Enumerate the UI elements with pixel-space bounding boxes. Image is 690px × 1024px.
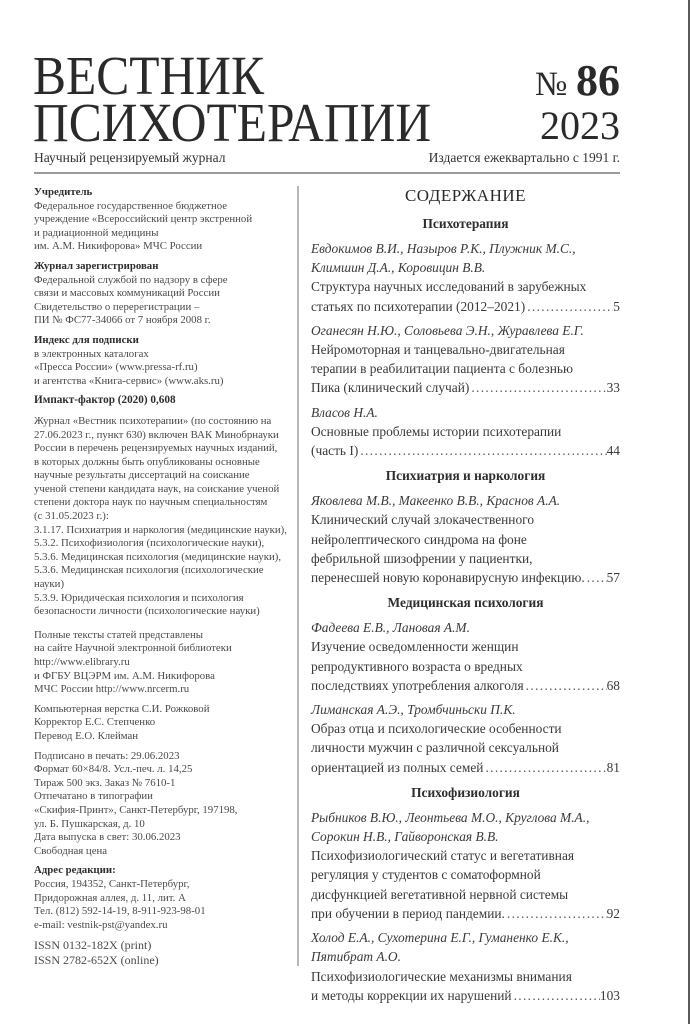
entry-title-line: ориентацией из полных семей bbox=[311, 759, 484, 775]
dot-leader bbox=[525, 297, 613, 316]
imprint-line: и радиационной медицины bbox=[34, 226, 159, 239]
entry-title-line: нейролептического синдрома на фоне bbox=[311, 531, 527, 547]
imprint-line: степени доктора наук по научным специальностям bbox=[34, 496, 268, 509]
entry-title-line: Изучение осведомленности женщин bbox=[311, 639, 519, 655]
imprint-line: 5.3.2. Психофизиология (психологические науки), bbox=[34, 537, 265, 550]
entry-page-number: 44 bbox=[606, 443, 620, 459]
contents-list bbox=[311, 214, 620, 1005]
entry-page-number: 103 bbox=[599, 987, 620, 1003]
entry-page-number: 68 bbox=[606, 677, 620, 693]
entry-last-line bbox=[311, 297, 620, 316]
entry-last-line bbox=[311, 904, 620, 923]
toc-entry[interactable] bbox=[311, 928, 620, 1005]
entry-title-line: регуляция у студентов с соматоформной bbox=[311, 867, 541, 883]
issue-sign: № bbox=[535, 66, 568, 103]
imprint-line: 5.3.9. Юридическая психология и психология bbox=[34, 591, 244, 604]
imprint-line: Дата выпуска в свет: 30.06.2023 bbox=[34, 831, 181, 844]
imprint-line: «Скифия-Принт», Санкт-Петербург, 197198, bbox=[34, 803, 238, 816]
entry-last-line bbox=[311, 676, 620, 695]
entry-authors: Оганесян Н.Ю., Соловьева Э.Н., Журавлева Е.Г. bbox=[311, 322, 584, 338]
entry-title-line: Пика (клинический случай) bbox=[311, 380, 470, 396]
entry-title-line: Структура научных исследований в зарубежных bbox=[311, 279, 587, 295]
entry-page-number: 33 bbox=[606, 380, 620, 396]
imprint-line: Формат 60×84/8. Усл.-печ. л. 14,25 bbox=[34, 763, 193, 776]
subscription-block bbox=[34, 334, 296, 388]
section-title: Психотерапия bbox=[422, 216, 509, 231]
contents-column bbox=[311, 184, 620, 1010]
imprint-line: учреждение «Всероссийский центр экстренной bbox=[34, 213, 253, 226]
entry-title-line: Психофизиологические механизмы внимания bbox=[311, 968, 572, 984]
entry-authors: Евдокимов В.И., Назыров Р.К., Плужник М.С., bbox=[311, 241, 576, 256]
entry-title-line: личности мужчин с различной сексуальной bbox=[311, 740, 559, 756]
imprint-line: Отпечатано в типографии bbox=[34, 790, 153, 803]
entry-title-line: репродуктивного возраста о вредных bbox=[311, 658, 523, 674]
address-block bbox=[34, 864, 296, 932]
imprint-line: в которых должны быть опубликованы основные bbox=[34, 455, 260, 468]
journal-title bbox=[33, 45, 432, 153]
imprint-line: Свободная цена bbox=[34, 844, 108, 857]
issn-online: ISSN 2782-652X (online) bbox=[34, 953, 159, 968]
imprint-line: связи и массовых коммуникаций России bbox=[34, 287, 220, 300]
entry-last-line bbox=[311, 568, 620, 587]
imprint-line: Федеральной службой по надзору в сфере bbox=[34, 273, 228, 286]
journal-title-line-2: ПСИХОТЕРАПИИ bbox=[33, 92, 432, 153]
toc-entry[interactable] bbox=[311, 321, 620, 398]
entry-title-line: Психофизиологический статус и вегетативная bbox=[311, 848, 575, 864]
entry-title-line: (часть I) bbox=[311, 443, 359, 459]
staff-block bbox=[34, 703, 296, 744]
imprint-column bbox=[34, 186, 296, 974]
imprint-line: 3.1.17. Психиатрия и наркология (медицинские науки), bbox=[34, 523, 287, 536]
imprint-line: на сайте Научной электронной библиотеки bbox=[34, 642, 232, 655]
entry-authors: Сорокин Н.В., Гайворонская В.В. bbox=[311, 829, 499, 845]
imprint-line: Тираж 500 экз. Заказ № 7610-1 bbox=[34, 776, 176, 789]
issue-block bbox=[535, 56, 620, 148]
imprint-line: 27.06.2023 г., пункт 630) включен ВАК Минобрнауки bbox=[34, 428, 279, 441]
dot-leader bbox=[505, 904, 607, 923]
imprint-line: Подписано в печать: 29.06.2023 bbox=[34, 749, 180, 762]
imprint-line: (с 31.05.2023 г.): bbox=[34, 510, 109, 523]
dot-leader bbox=[358, 441, 606, 460]
entry-last-line bbox=[311, 378, 620, 397]
entry-title-line: при обучении в период пандемии. bbox=[311, 905, 505, 921]
entry-authors: Яковлева М.В., Макеенко В.В., Краснов А.А. bbox=[311, 493, 561, 509]
entry-authors: Фадеева Е.В., Лановая А.М. bbox=[311, 620, 470, 636]
imprint-line: им. А.М. Никифорова» МЧС России bbox=[34, 240, 203, 253]
contents-heading: СОДЕРЖАНИЕ bbox=[404, 186, 527, 205]
journal-subtitle: Научный рецензируемый журнал bbox=[34, 150, 226, 165]
entry-authors: Холод Е.А., Сухотерина Е.Г., Гуманенко Е.К., bbox=[311, 930, 569, 946]
entry-page-number: 92 bbox=[606, 905, 620, 921]
imprint-line: Перевод Е.О. Клейман bbox=[34, 729, 139, 742]
imprint-line: Корректор Е.С. Степченко bbox=[34, 716, 156, 729]
toc-entry[interactable] bbox=[311, 403, 620, 461]
email-link[interactable]: e-mail: vestnik-pst@yandex.ru bbox=[34, 918, 168, 931]
entry-page-number: 57 bbox=[606, 570, 620, 586]
issue-year: 2023 bbox=[540, 103, 620, 148]
imprint-line: 5.3.6. Медицинская психология (психологические bbox=[34, 564, 264, 577]
imprint-line: в электронных каталогах bbox=[34, 347, 149, 360]
imprint-line: Компьютерная верстка С.И. Рожковой bbox=[34, 702, 210, 715]
subscription-heading: Индекс для подписки bbox=[34, 333, 139, 346]
imprint-line: и агентства «Книга-сервис» (www.aks.ru) bbox=[34, 374, 224, 387]
imprint-line: Придорожная аллея, д. 11, лит. А bbox=[34, 891, 186, 904]
entry-authors: Климшин Д.А., Коровицин В.В. bbox=[311, 260, 486, 276]
issue-number-value: 86 bbox=[576, 56, 620, 105]
section-title: Медицинская психология bbox=[387, 595, 544, 611]
imprint-line: ПИ № ФС77-34066 от 7 ноября 2008 г. bbox=[34, 314, 211, 327]
imprint-line: Тел. (812) 592-14-19, 8-911-923-98-01 bbox=[34, 905, 206, 918]
registration-block bbox=[34, 260, 296, 328]
entry-title-line: терапии в реабилитации пациента с болезнью bbox=[311, 361, 573, 377]
imprint-line: Журнал «Вестник психотерапии» (по состоянию на bbox=[34, 414, 272, 427]
imprint-line: ученой степени кандидата наук, на соискание ученой bbox=[34, 482, 280, 495]
toc-entry[interactable] bbox=[311, 618, 620, 695]
imprint-line: Полные тексты статей представлены bbox=[34, 628, 203, 641]
column-divider bbox=[297, 186, 299, 966]
address-heading: Адрес редакции: bbox=[34, 864, 116, 877]
imprint-line: Свидетельство о перерегистрации – bbox=[34, 300, 200, 313]
imprint-line: «Пресса России» (www.pressa-rf.ru) bbox=[34, 361, 198, 374]
toc-entry[interactable] bbox=[311, 239, 620, 316]
masthead-rule bbox=[34, 172, 620, 174]
toc-entry[interactable] bbox=[311, 491, 620, 587]
entry-last-line bbox=[311, 758, 620, 777]
section-title: Психофизиология bbox=[411, 784, 520, 800]
impact-factor: Импакт-фактор (2020) 0,608 bbox=[34, 394, 176, 407]
entry-title-line: дисфункцией вегетативной нервной системы bbox=[311, 886, 569, 902]
entry-page-number: 81 bbox=[606, 759, 620, 775]
entry-last-line bbox=[311, 986, 620, 1005]
imprint-line: и ФГБУ ВЦЭРМ им. А.М. Никифорова bbox=[34, 669, 215, 682]
entry-page-number: 5 bbox=[613, 298, 620, 314]
toc-entry[interactable] bbox=[311, 808, 620, 923]
entry-title-line: статьях по психотерапии (2012–2021) bbox=[311, 298, 526, 314]
imprint-line: ул. Б. Пушкарская, д. 10 bbox=[34, 817, 145, 830]
entry-title-line: последствиях употребления алкоголя bbox=[311, 677, 524, 693]
journal-frequency: Издается ежеквартально с 1991 г. bbox=[428, 150, 620, 165]
imprint-line: науки) bbox=[34, 578, 65, 591]
entry-title-line: фебрильной шизофрении у пациентки, bbox=[311, 550, 533, 566]
issn-block bbox=[34, 938, 296, 968]
entry-title-line: и методы коррекции их нарушений bbox=[311, 987, 512, 1003]
nrcerm-link[interactable]: МЧС России http://www.nrcerm.ru bbox=[34, 683, 190, 696]
entry-authors: Власов Н.А. bbox=[311, 404, 378, 420]
imprint-line: Федеральное государственное бюджетное bbox=[34, 199, 228, 212]
imprint-line: России в перечень рецензируемых научных изданий, bbox=[34, 442, 278, 455]
dot-leader bbox=[469, 378, 606, 397]
entry-authors: Рыбников В.Ю., Леонтьева М.О., Круглова М.А., bbox=[311, 809, 590, 825]
imprint-line: безопасности личности (психологические науки) bbox=[34, 605, 260, 618]
entry-title-line: Образ отца и психологические особенности bbox=[311, 721, 562, 737]
vak-block bbox=[34, 415, 296, 619]
entry-title-line: перенесшей новую коронавирусную инфекцию. bbox=[311, 570, 585, 586]
entry-title-line: Нейромоторная и танцевально-двигательная bbox=[311, 342, 565, 358]
imprint-line: Россия, 194352, Санкт-Петербург, bbox=[34, 877, 190, 890]
issn-print: ISSN 0132-182X (print) bbox=[34, 938, 152, 953]
entry-title-line: Основные проблемы истории психотерапии bbox=[311, 423, 562, 439]
entry-authors: Пятибрат А.О. bbox=[311, 949, 401, 965]
dot-leader bbox=[512, 986, 600, 1005]
registration-heading: Журнал зарегистрирован bbox=[34, 259, 159, 272]
imprint-line: научные результаты диссертаций на соискание bbox=[34, 469, 250, 482]
elibrary-link[interactable]: http://www.elibrary.ru bbox=[34, 656, 130, 668]
founder-block bbox=[34, 186, 296, 254]
entry-title-line: Клинический случай злокачественного bbox=[311, 512, 535, 528]
printing-block bbox=[34, 750, 296, 859]
toc-entry[interactable] bbox=[311, 700, 620, 777]
dot-leader bbox=[524, 676, 607, 695]
journal-title-line-1: ВЕСТНИК bbox=[33, 45, 265, 106]
full-texts-block bbox=[34, 629, 296, 697]
founder-heading: Учредитель bbox=[34, 186, 93, 198]
imprint-line: 5.3.6. Медицинская психология (медицинские науки), bbox=[34, 550, 282, 563]
dot-leader bbox=[483, 758, 606, 777]
section-title: Психиатрия и наркология bbox=[385, 468, 546, 484]
issue-number bbox=[535, 56, 620, 105]
dot-leader bbox=[585, 568, 607, 587]
entry-authors: Лиманская А.Э., Тромбчиньски П.К. bbox=[311, 702, 516, 718]
entry-last-line bbox=[311, 441, 620, 460]
